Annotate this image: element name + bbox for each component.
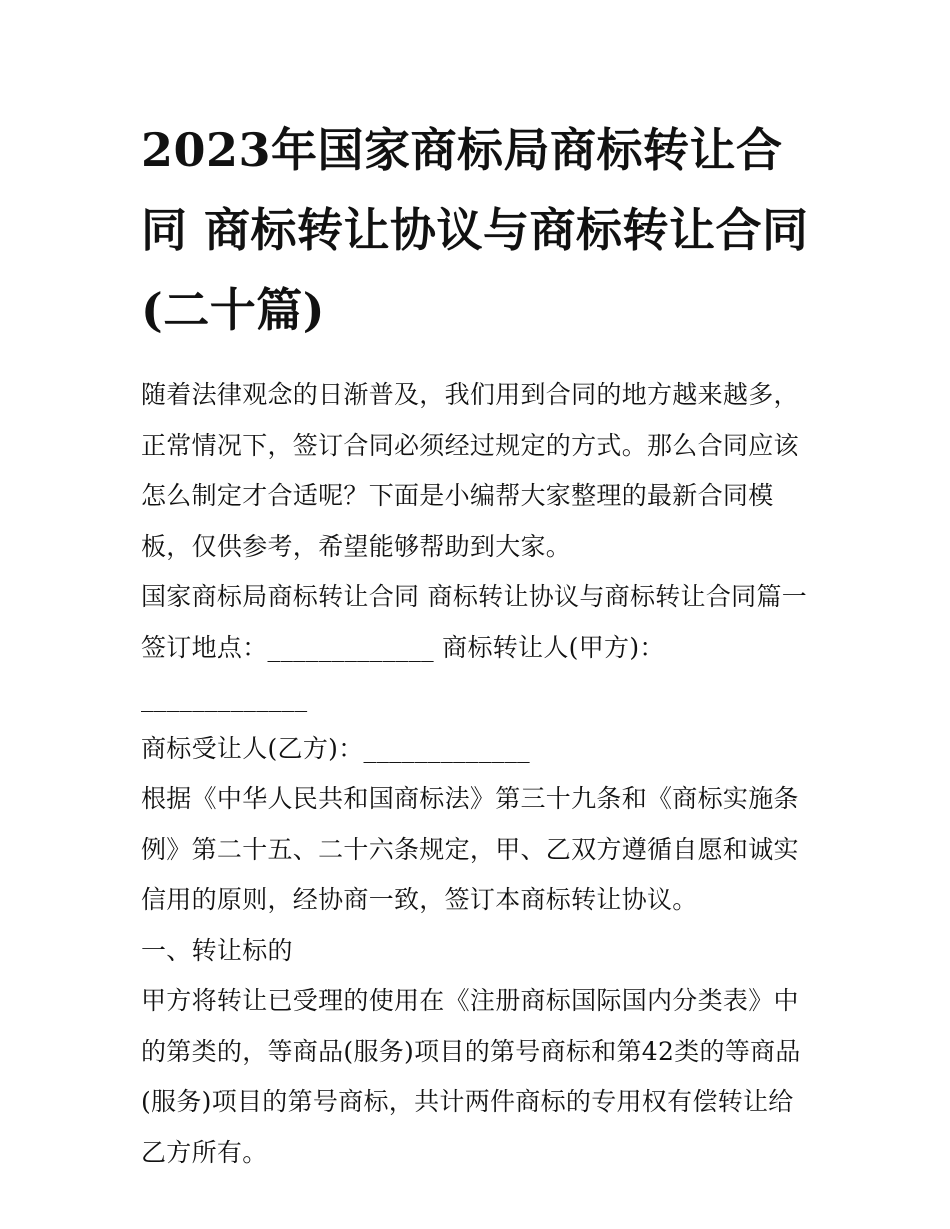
basis-paragraph: 根据《中华人民共和国商标法》第三十九条和《商标实施条例》第二十五、二十六条规定，甲、乙双方遵循自愿和诚实信用的原则，经协商一致，签订本商标转让协议。 xyxy=(141,784,799,914)
transferor-label: 商标转让人(甲方)： xyxy=(442,632,665,662)
sign-line xyxy=(141,623,813,724)
transferee-blank: _____________ xyxy=(363,733,530,763)
document-body xyxy=(141,370,813,1178)
sign-place-blank: _____________ xyxy=(267,632,434,662)
document-page xyxy=(141,110,813,1178)
transferee-label: 商标受让人(乙方)： xyxy=(141,733,364,763)
clause-1-heading: 一、转让标的 xyxy=(141,935,293,965)
transferor-blank: _____________ xyxy=(141,683,308,712)
clause-1-text: 甲方将转让已受理的使用在《注册商标国际国内分类表》中的第类的，等商品(服务)项目的第号商标和第42类的等商品(服务)项目的第号商标，共计两件商标的专用权有偿转让给乙方所有。 xyxy=(141,986,801,1167)
intro-paragraph: 随着法律观念的日渐普及，我们用到合同的地方越来越多，正常情况下，签订合同必须经过规定的方式。那么合同应该怎么制定才合适呢？下面是小编帮大家整理的最新合同模板，仅供参考，希望能够帮助到大家。 xyxy=(141,380,799,561)
sign-place-label: 签订地点： xyxy=(141,632,268,662)
section-heading: 国家商标局商标转让合同 商标转让协议与商标转让合同篇一 xyxy=(141,582,808,611)
document-title: 2023年国家商标局商标转让合同 商标转让协议与商标转让合同(二十篇) xyxy=(141,123,809,337)
transferee-line xyxy=(141,724,813,775)
